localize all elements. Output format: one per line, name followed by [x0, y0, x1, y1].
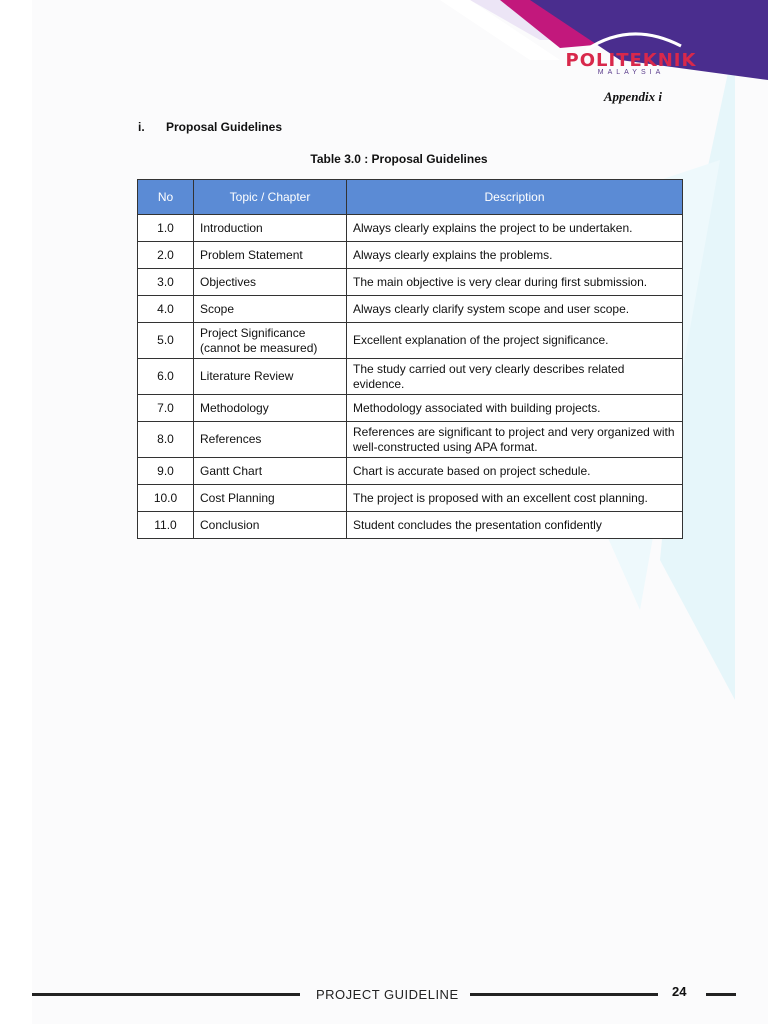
footer-rule-right [470, 993, 658, 996]
section-number: i. [138, 120, 145, 134]
row-description: Methodology associated with building projects. [347, 395, 683, 422]
row-topic: Conclusion [194, 512, 347, 539]
footer-rule-left [32, 993, 300, 996]
row-description: The study carried out very clearly describes related evidence. [347, 359, 683, 395]
header-no: No [138, 180, 194, 215]
row-description: The project is proposed with an excellent cost planning. [347, 485, 683, 512]
row-description: Always clearly explains the problems. [347, 242, 683, 269]
header-topic: Topic / Chapter [194, 180, 347, 215]
logo-subtext: MALAYSIA [597, 69, 665, 76]
swoosh-icon [556, 24, 706, 52]
row-no: 8.0 [138, 422, 194, 458]
proposal-guidelines-table [137, 179, 683, 539]
row-description: Always clearly clarify system scope and user scope. [347, 296, 683, 323]
row-no: 1.0 [138, 215, 194, 242]
row-no: 2.0 [138, 242, 194, 269]
row-topic: Scope [194, 296, 347, 323]
row-no: 7.0 [138, 395, 194, 422]
row-topic: Gantt Chart [194, 458, 347, 485]
table-row [138, 269, 683, 296]
row-no: 10.0 [138, 485, 194, 512]
table-row [138, 422, 683, 458]
page-number: 24 [672, 984, 687, 999]
row-topic: Cost Planning [194, 485, 347, 512]
row-topic: References [194, 422, 347, 458]
table-row [138, 242, 683, 269]
row-topic: Project Significance (cannot be measured) [194, 323, 347, 359]
row-description: Always clearly explains the project to be undertaken. [347, 215, 683, 242]
table-row [138, 296, 683, 323]
table-caption: Table 3.0 : Proposal Guidelines [310, 152, 488, 166]
header-description: Description [347, 180, 683, 215]
row-topic: Problem Statement [194, 242, 347, 269]
row-description: Student concludes the presentation confidently [347, 512, 683, 539]
row-description: References are significant to project and very organized with well-constructed using APA format. [347, 422, 683, 458]
politeknik-logo [556, 24, 706, 86]
table-row [138, 359, 683, 395]
table-row [138, 395, 683, 422]
footer-label: PROJECT GUIDELINE [316, 987, 459, 1002]
row-topic: Literature Review [194, 359, 347, 395]
section-heading [138, 120, 282, 134]
table-row [138, 215, 683, 242]
row-no: 9.0 [138, 458, 194, 485]
row-topic: Methodology [194, 395, 347, 422]
row-no: 5.0 [138, 323, 194, 359]
table-row [138, 458, 683, 485]
row-no: 4.0 [138, 296, 194, 323]
row-description: Excellent explanation of the project significance. [347, 323, 683, 359]
row-no: 3.0 [138, 269, 194, 296]
table-row [138, 512, 683, 539]
row-no: 6.0 [138, 359, 194, 395]
appendix-label: Appendix i [603, 89, 662, 104]
section-title: Proposal Guidelines [166, 120, 283, 134]
row-description: The main objective is very clear during first submission. [347, 269, 683, 296]
row-topic: Introduction [194, 215, 347, 242]
footer-rule-end [706, 993, 736, 996]
table-row [138, 485, 683, 512]
row-description: Chart is accurate based on project schedule. [347, 458, 683, 485]
table-row [138, 323, 683, 359]
logo-text: POLITEKNIK [565, 50, 697, 71]
row-topic: Objectives [194, 269, 347, 296]
table-header-row [138, 180, 683, 215]
row-no: 11.0 [138, 512, 194, 539]
